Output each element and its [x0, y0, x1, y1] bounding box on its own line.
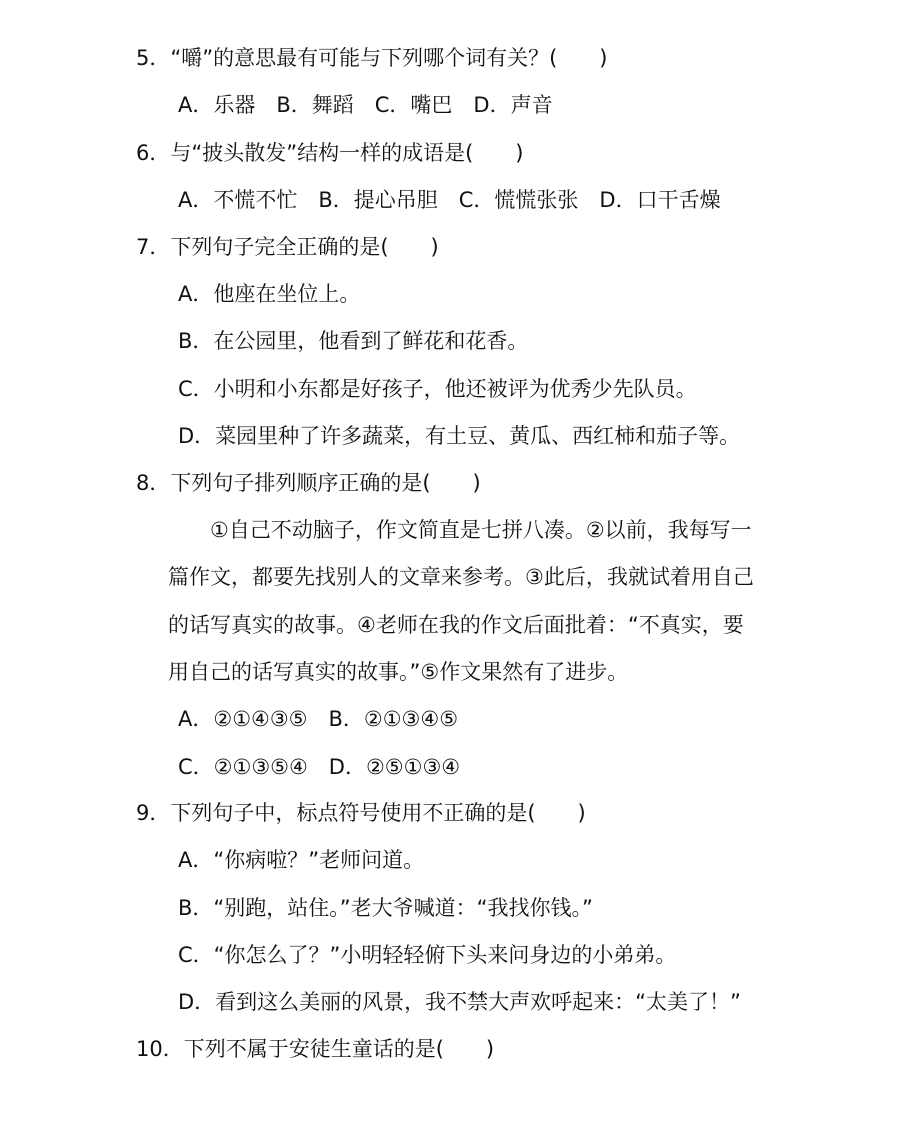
question-7-option-b: B．在公园里，他看到了鲜花和花香。: [178, 329, 529, 353]
question-10-stem: 10．下列不属于安徒生童话的是( ): [136, 1037, 495, 1061]
question-9-option-a: A．“你病啦？”老师问道。: [178, 848, 425, 872]
question-8-options-cd: C．②①③⑤④ D．②⑤①③④: [178, 755, 461, 779]
question-9-stem: 9．下列句子中，标点符号使用不正确的是( ): [136, 801, 586, 825]
question-9-option-b: B．“别跑，站住。”老大爷喊道：“我找你钱。”: [178, 896, 593, 920]
question-7-stem: 7．下列句子完全正确的是( ): [136, 235, 439, 259]
question-5-options: A．乐器 B．舞蹈 C．嘴巴 D．声音: [178, 93, 553, 117]
question-9-option-c: C．“你怎么了？”小明轻轻俯下头来问身边的小弟弟。: [178, 943, 677, 967]
question-8-stem: 8．下列句子排列顺序正确的是( ): [136, 471, 481, 495]
question-8-passage-line-3: 的话写真实的故事。④老师在我的作文后面批着：“不真实，要: [168, 613, 744, 637]
question-6-options: A．不慌不忙 B．提心吊胆 C．慌慌张张 D．口干舌燥: [178, 188, 721, 212]
question-5-stem: 5．“嚼”的意思最有可能与下列哪个词有关？( ): [136, 46, 608, 70]
question-7-option-a: A．他座在坐位上。: [178, 282, 361, 306]
question-9-option-d: D．看到这么美丽的风景，我不禁大声欢呼起来：“太美了！”: [178, 990, 741, 1014]
question-8-options-ab: A．②①④③⑤ B．②①③④⑤: [178, 707, 459, 731]
question-8-passage-line-4: 用自己的话写真实的故事。”⑤作文果然有了进步。: [168, 660, 629, 684]
question-7-option-d: D．菜园里种了许多蔬菜，有土豆、黄瓜、西红柿和茄子等。: [178, 424, 741, 448]
question-7-option-c: C．小明和小东都是好孩子，他还被评为优秀少先队员。: [178, 377, 697, 401]
question-8-passage-line-1: ①自己不动脑子，作文简直是七拼八凑。②以前，我每写一: [210, 518, 752, 542]
question-8-passage-line-2: 篇作文，都要先找别人的文章来参考。③此后，我就试着用自己: [168, 565, 754, 589]
question-6-stem: 6．与“披头散发”结构一样的成语是( ): [136, 141, 524, 165]
